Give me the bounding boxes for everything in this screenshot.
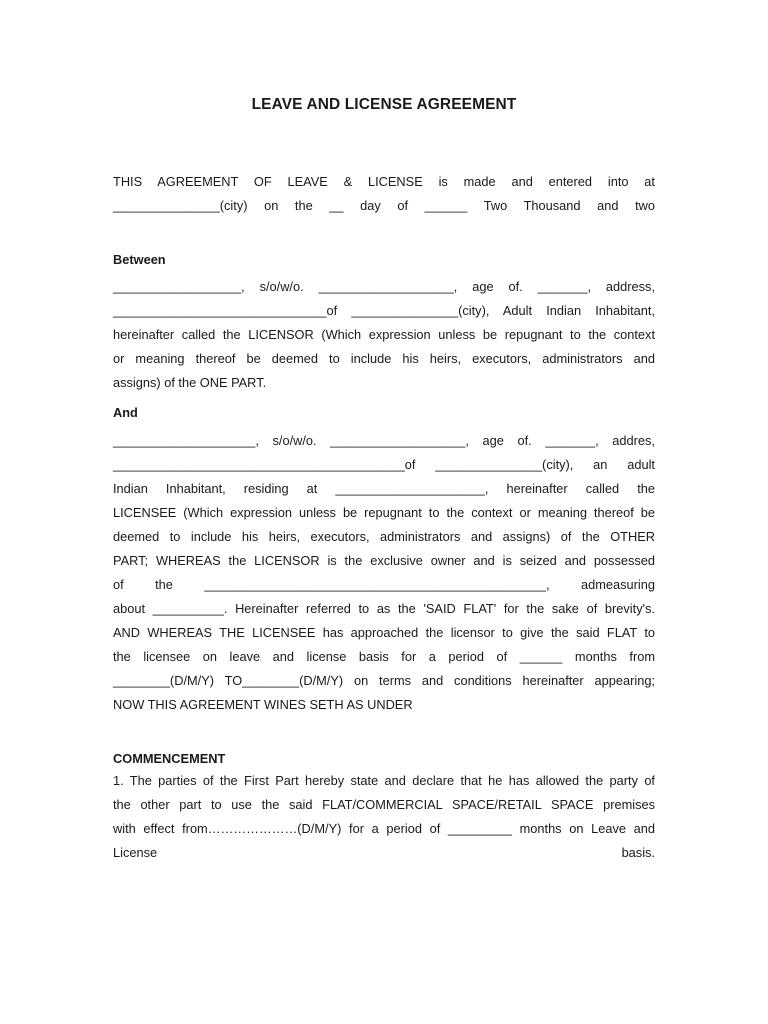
- licensor-line: ______________________________of _______________(city), Adult Indian Inhabitant,: [113, 303, 655, 319]
- and-heading: And: [113, 405, 138, 421]
- between-heading: Between: [113, 251, 166, 267]
- intro-line: _______________(city) on the __ day of ______ Two Thousand and two: [113, 197, 655, 213]
- document-title: LEAVE AND LICENSE AGREEMENT: [251, 96, 517, 113]
- licensor-line: __________________, s/o/w/o. ___________________, age of. _______, address,: [113, 279, 655, 295]
- intro-paragraph: [113, 170, 655, 218]
- commencement-heading: COMMENCEMENT: [113, 751, 226, 767]
- commencement-line: the other part to use the said FLAT/COMMERCIAL SPACE/RETAIL SPACE premises: [113, 797, 655, 813]
- licensor-line: hereinafter called the LICENSOR (Which expression unless be repugnant to the context: [113, 327, 655, 343]
- licensee-line: _________________________________________of _______________(city), an adult: [113, 457, 655, 473]
- licensee-line: PART; WHEREAS the LICENSOR is the exclusive owner and is seized and possessed: [113, 553, 655, 569]
- licensee-line: AND WHEREAS THE LICENSEE has approached the licensor to give the said FLAT to: [113, 625, 655, 641]
- licensor-line: assigns) of the ONE PART.: [113, 375, 267, 391]
- intro-line: THIS AGREEMENT OF LEAVE & LICENSE is made and entered into at: [113, 174, 655, 189]
- licensee-line: Indian Inhabitant, residing at _____________________, hereinafter called the: [113, 481, 655, 497]
- licensee-line: ____________________, s/o/w/o. ___________________, age of. _______, addres,: [113, 433, 655, 449]
- licensee-line: LICENSEE (Which expression unless be repugnant to the context or meaning thereof be: [113, 505, 655, 521]
- commencement-line: License basis.: [113, 845, 655, 861]
- licensee-line: about __________. Hereinafter referred to as the 'SAID FLAT' for the sake of brevity's.: [113, 601, 655, 617]
- licensor-paragraph: [113, 275, 655, 395]
- document-body: [113, 170, 655, 865]
- licensee-paragraph: [113, 429, 655, 717]
- commencement-paragraph: [113, 769, 655, 865]
- licensee-line: the licensee on leave and license basis for a period of ______ months from: [113, 649, 655, 665]
- licensee-line: deemed to include his heirs, executors, administrators and assigns) of the OTHER: [113, 529, 655, 545]
- commencement-line: with effect from…………………(D/M/Y) for a period of _________ months on Leave and: [113, 821, 655, 837]
- licensee-line: NOW THIS AGREEMENT WINES SETH AS UNDER: [113, 697, 413, 713]
- licensor-line: or meaning thereof be deemed to include his heirs, executors, administrators and: [113, 351, 655, 367]
- licensee-line: ________(D/M/Y) TO________(D/M/Y) on terms and conditions hereinafter appearing;: [113, 673, 655, 689]
- licensee-line: of the ________________________________________________, admeasuring: [113, 577, 655, 593]
- commencement-line: 1. The parties of the First Part hereby state and declare that he has allowed the party of: [113, 773, 655, 789]
